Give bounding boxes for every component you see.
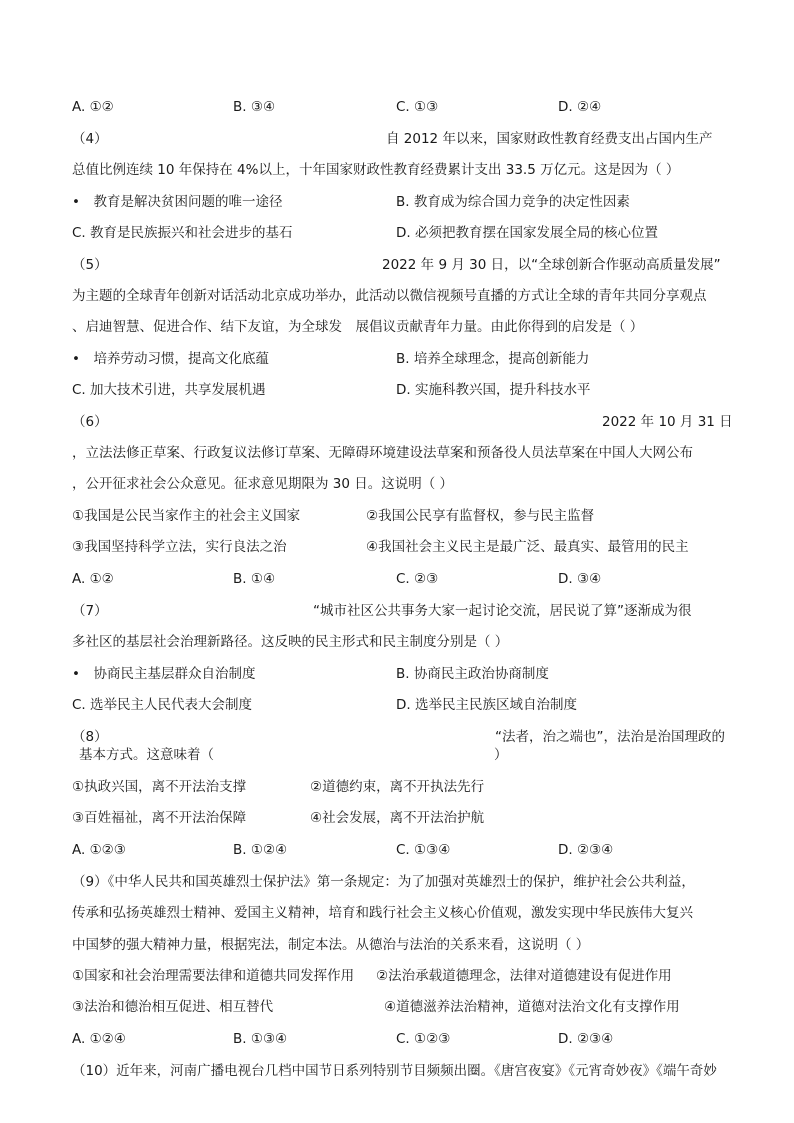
q6-stem: 2022 年 10 月 31 日 — [602, 414, 733, 430]
q8-statement: ①执政兴国，离不开法治支撑 — [72, 779, 247, 795]
q6-option-a[interactable]: A. ①② — [72, 571, 114, 587]
q5-option-d[interactable]: D. 实施科教兴国，提升科技水平 — [396, 382, 591, 398]
q5-option-b[interactable]: B. 培养全球理念，提高创新能力 — [396, 351, 590, 367]
q9-option-b[interactable]: B. ①③④ — [233, 1031, 288, 1047]
q8-option-a[interactable]: A. ①②③ — [72, 842, 126, 858]
q9-option-c[interactable]: C. ①②③ — [396, 1031, 451, 1047]
q4-number: （4） — [72, 131, 108, 147]
q6-statement: ③我国坚持科学立法，实行良法之治 — [72, 539, 287, 555]
q8-number: （8） — [72, 729, 108, 745]
q8-stem-close: ） — [494, 747, 508, 763]
q5-stem: 2022 年 9 月 30 日，以“全球创新合作驱动高质量发展” — [382, 257, 721, 273]
q9-option-d[interactable]: D. ②③④ — [558, 1031, 614, 1047]
q5-option-c[interactable]: C. 加大技术引进，共享发展机遇 — [72, 382, 266, 398]
q6-statement: ②我国公民享有监督权，参与民主监督 — [366, 508, 595, 524]
q9-statement: ④道德滋养法治精神，道德对法治文化有支撑作用 — [384, 999, 680, 1015]
q5-stem: 、启迪智慧、促进合作、结下友谊，为全球发 展倡议贡献青年力量。由此你得到的启发是（ ） — [72, 319, 644, 335]
q3-option-c[interactable]: C. ①③ — [396, 99, 439, 115]
q8-option-d[interactable]: D. ②③④ — [558, 842, 614, 858]
q7-option-d[interactable]: D. 选举民主民族区域自治制度 — [396, 697, 577, 713]
q5-number: （5） — [72, 257, 108, 273]
q8-stem: 基本方式。这意味着（ — [79, 747, 214, 763]
q9-stem: （9）《中华人民共和国英雄烈士保护法》第一条规定：为了加强对英雄烈士的保护，维护社会公共利益， — [72, 874, 695, 890]
q6-statement: ④我国社会主义民主是最广泛、最真实、最管用的民主 — [366, 539, 689, 555]
q6-option-d[interactable]: D. ③④ — [558, 571, 602, 587]
q9-option-a[interactable]: A. ①②④ — [72, 1031, 126, 1047]
q8-option-c[interactable]: C. ①③④ — [396, 842, 451, 858]
q6-statement: ①我国是公民当家作主的社会主义国家 — [72, 508, 301, 524]
q9-stem: 中国梦的强大精神力量，根据宪法，制定本法。从德治与法治的关系来看，这说明（ ） — [72, 937, 590, 953]
q4-stem: 总值比例连续 10 年保持在 4%以上，十年国家财政性教育经费累计支出 33.5 万亿元。这是因为（ ） — [72, 162, 680, 178]
q7-number: （7） — [72, 603, 108, 619]
q8-stem: “法者，治之端也”，法治是治国理政的 — [495, 729, 725, 745]
q4-option-b[interactable]: B. 教育成为综合国力竞争的决定性因素 — [396, 194, 630, 210]
q9-statement: ①国家和社会治理需要法律和道德共同发挥作用 — [72, 968, 355, 984]
q8-option-b[interactable]: B. ①②④ — [233, 842, 288, 858]
q7-stem: “城市社区公共事务大家一起讨论交流，居民说了算”逐渐成为很 — [313, 603, 692, 619]
q4-option-a[interactable]: • 教育是解决贫困问题的唯一途径 — [72, 194, 283, 210]
q8-statement: ③百姓福祉，离不开法治保障 — [72, 810, 247, 826]
q3-option-d[interactable]: D. ②④ — [558, 99, 602, 115]
q7-stem: 多社区的基层社会治理新路径。这反映的民主形式和民主制度分别是（ ） — [72, 634, 509, 650]
q7-option-a[interactable]: • 协商民主基层群众自治制度 — [72, 666, 256, 682]
q6-stem: ，立法法修正草案、行政复议法修订草案、无障碍环境建设法草案和预备役人员法草案在中国人大网公布 — [72, 445, 693, 461]
q8-statement: ④社会发展，离不开法治护航 — [310, 810, 485, 826]
q10-stem: （10）近年来，河南广播电视台几档中国节日系列特别节目频频出圈。《唐宫夜宴》《元宵奇妙夜》《端午奇妙 — [72, 1063, 717, 1079]
q7-option-c[interactable]: C. 选举民主人民代表大会制度 — [72, 697, 253, 713]
q3-option-a[interactable]: A. ①② — [72, 99, 114, 115]
q5-stem: 为主题的全球青年创新对话活动北京成功举办，此活动以微信视频号直播的方式让全球的青年共同分享观点 — [72, 288, 707, 304]
q4-stem: 自 2012 年以来，国家财政性教育经费支出占国内生产 — [386, 131, 713, 147]
q4-option-d[interactable]: D. 必须把教育摆在国家发展全局的核心位置 — [396, 225, 658, 241]
q7-option-b[interactable]: B. 协商民主政治协商制度 — [396, 666, 549, 682]
q9-stem: 传承和弘扬英雄烈士精神、爱国主义精神，培育和践行社会主义核心价值观，激发实现中华民族伟大复兴 — [72, 905, 693, 921]
q6-option-b[interactable]: B. ①④ — [233, 571, 276, 587]
q9-statement: ②法治承载道德理念，法律对道德建设有促进作用 — [376, 968, 672, 984]
q8-statement: ②道德约束，离不开执法先行 — [310, 779, 485, 795]
q5-option-a[interactable]: • 培养劳动习惯，提高文化底蕴 — [72, 351, 269, 367]
q6-option-c[interactable]: C. ②③ — [396, 571, 439, 587]
q4-option-c[interactable]: C. 教育是民族振兴和社会进步的基石 — [72, 225, 293, 241]
q6-stem: ，公开征求社会公众意见。征求意见期限为 30 日。这说明（ ） — [72, 476, 454, 492]
q9-statement: ③法治和德治相互促进、相互替代 — [72, 999, 274, 1015]
q6-number: （6） — [72, 414, 108, 430]
q3-option-b[interactable]: B. ③④ — [233, 99, 276, 115]
